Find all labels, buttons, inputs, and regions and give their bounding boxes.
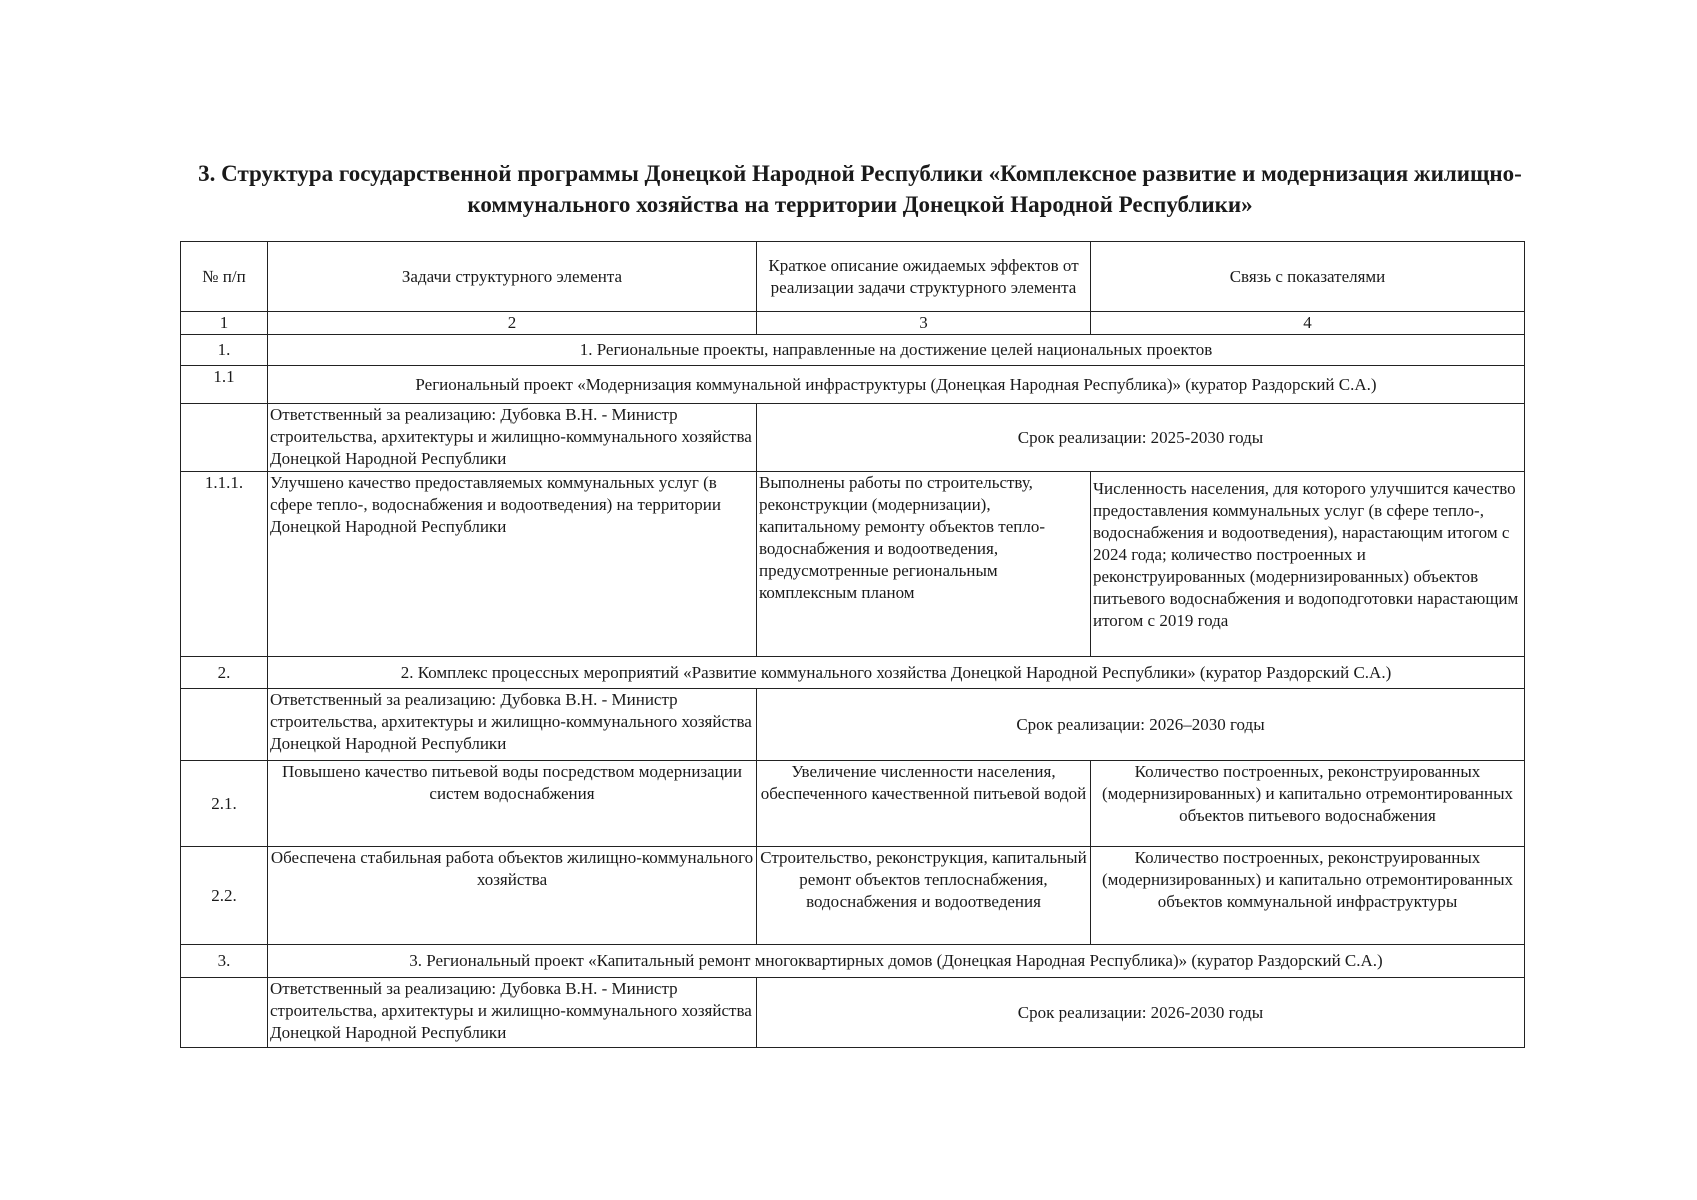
row-number: 2.2. [181, 847, 268, 945]
responsible-row [181, 689, 1525, 761]
page-title [140, 158, 1580, 220]
task-description: Улучшено качество предоставляемых коммунальных услуг (в сфере тепло-, водоснабжения и водоотведения) на территории Донецкой Народной Республики [268, 472, 757, 657]
row-number: 1.1 [181, 366, 268, 404]
structure-table [180, 241, 1525, 1048]
section-row [181, 335, 1525, 366]
effect-description: Увеличение численности населения, обеспеченного качественной питьевой водой [757, 761, 1091, 847]
title-line-2: коммунального хозяйства на территории Донецкой Народной Республики» [467, 192, 1253, 217]
section-title: 1. Региональные проекты, направленные на достижение целей национальных проектов [268, 335, 1525, 366]
row-number: 1.1.1. [181, 472, 268, 657]
effect-description: Выполнены работы по строительству, реконструкции (модернизации), капитальному ремонту объектов тепло-водоснабжения и водоотведения, предусмотренные региональным комплексным планом [757, 472, 1091, 657]
implementation-term: Срок реализации: 2026-2030 годы [757, 978, 1525, 1048]
responsible-person: Ответственный за реализацию: Дубовка В.Н. - Министр строительства, архитектуры и жилищно-коммунального хозяйства Донецкой Народной Республики [268, 404, 757, 472]
responsible-person: Ответственный за реализацию: Дубовка В.Н. - Министр строительства, архитектуры и жилищно-коммунального хозяйства Донецкой Народной Республики [268, 689, 757, 761]
indicator-link: Количество построенных, реконструированных (модернизированных) и капитально отремонтированных объектов коммунальной инфраструктуры [1091, 847, 1525, 945]
implementation-term: Срок реализации: 2026–2030 годы [757, 689, 1525, 761]
header-task: Задачи структурного элемента [268, 242, 757, 312]
task-row [181, 847, 1525, 945]
responsible-person: Ответственный за реализацию: Дубовка В.Н. - Министр строительства, архитектуры и жилищно-коммунального хозяйства Донецкой Народной Республики [268, 978, 757, 1048]
row-number: 2. [181, 657, 268, 689]
col-number: 3 [757, 312, 1091, 335]
row-number: 3. [181, 945, 268, 978]
section-title: 2. Комплекс процессных мероприятий «Развитие коммунального хозяйства Донецкой Народной Республики» (куратор Раздорский С.А.) [268, 657, 1525, 689]
project-title: Региональный проект «Модернизация коммунальной инфраструктуры (Донецкая Народная Республика)» (куратор Раздорский С.А.) [268, 366, 1525, 404]
section-row [181, 657, 1525, 689]
row-number-empty [181, 978, 268, 1048]
effect-description: Строительство, реконструкция, капитальный ремонт объектов теплоснабжения, водоснабжения и водоотведения [757, 847, 1091, 945]
header-effect: Краткое описание ожидаемых эффектов от реализации задачи структурного элемента [757, 242, 1091, 312]
responsible-row [181, 404, 1525, 472]
task-row [181, 761, 1525, 847]
row-number-empty [181, 404, 268, 472]
column-number-row [181, 312, 1525, 335]
row-number: 1. [181, 335, 268, 366]
project-row [181, 366, 1525, 404]
implementation-term: Срок реализации: 2025-2030 годы [757, 404, 1525, 472]
indicator-link: Численность населения, для которого улучшится качество предоставления коммунальных услуг (в сфере тепло-, водоснабжения и водоотведения), нарастающим итогом с 2024 года; количество построенных и реконструированных (модернизированных) объектов питьевого водоснабжения и водоподготовки нарастающим итогом с 2019 года [1091, 472, 1525, 657]
indicator-link: Количество построенных, реконструированных (модернизированных) и капитально отремонтированных объектов питьевого водоснабжения [1091, 761, 1525, 847]
title-line-1: 3. Структура государственной программы Донецкой Народной Республики «Комплексное развитие и модернизация жилищно- [198, 161, 1522, 186]
task-row [181, 472, 1525, 657]
col-number: 1 [181, 312, 268, 335]
row-number: 2.1. [181, 761, 268, 847]
col-number: 4 [1091, 312, 1525, 335]
section-title: 3. Региональный проект «Капитальный ремонт многоквартирных домов (Донецкая Народная Республика)» (куратор Раздорский С.А.) [268, 945, 1525, 978]
header-num: № п/п [181, 242, 268, 312]
header-link: Связь с показателями [1091, 242, 1525, 312]
task-description: Повышено качество питьевой воды посредством модернизации систем водоснабжения [268, 761, 757, 847]
table-header-row [181, 242, 1525, 312]
responsible-row [181, 978, 1525, 1048]
task-description: Обеспечена стабильная работа объектов жилищно-коммунального хозяйства [268, 847, 757, 945]
col-number: 2 [268, 312, 757, 335]
section-row [181, 945, 1525, 978]
row-number-empty [181, 689, 268, 761]
